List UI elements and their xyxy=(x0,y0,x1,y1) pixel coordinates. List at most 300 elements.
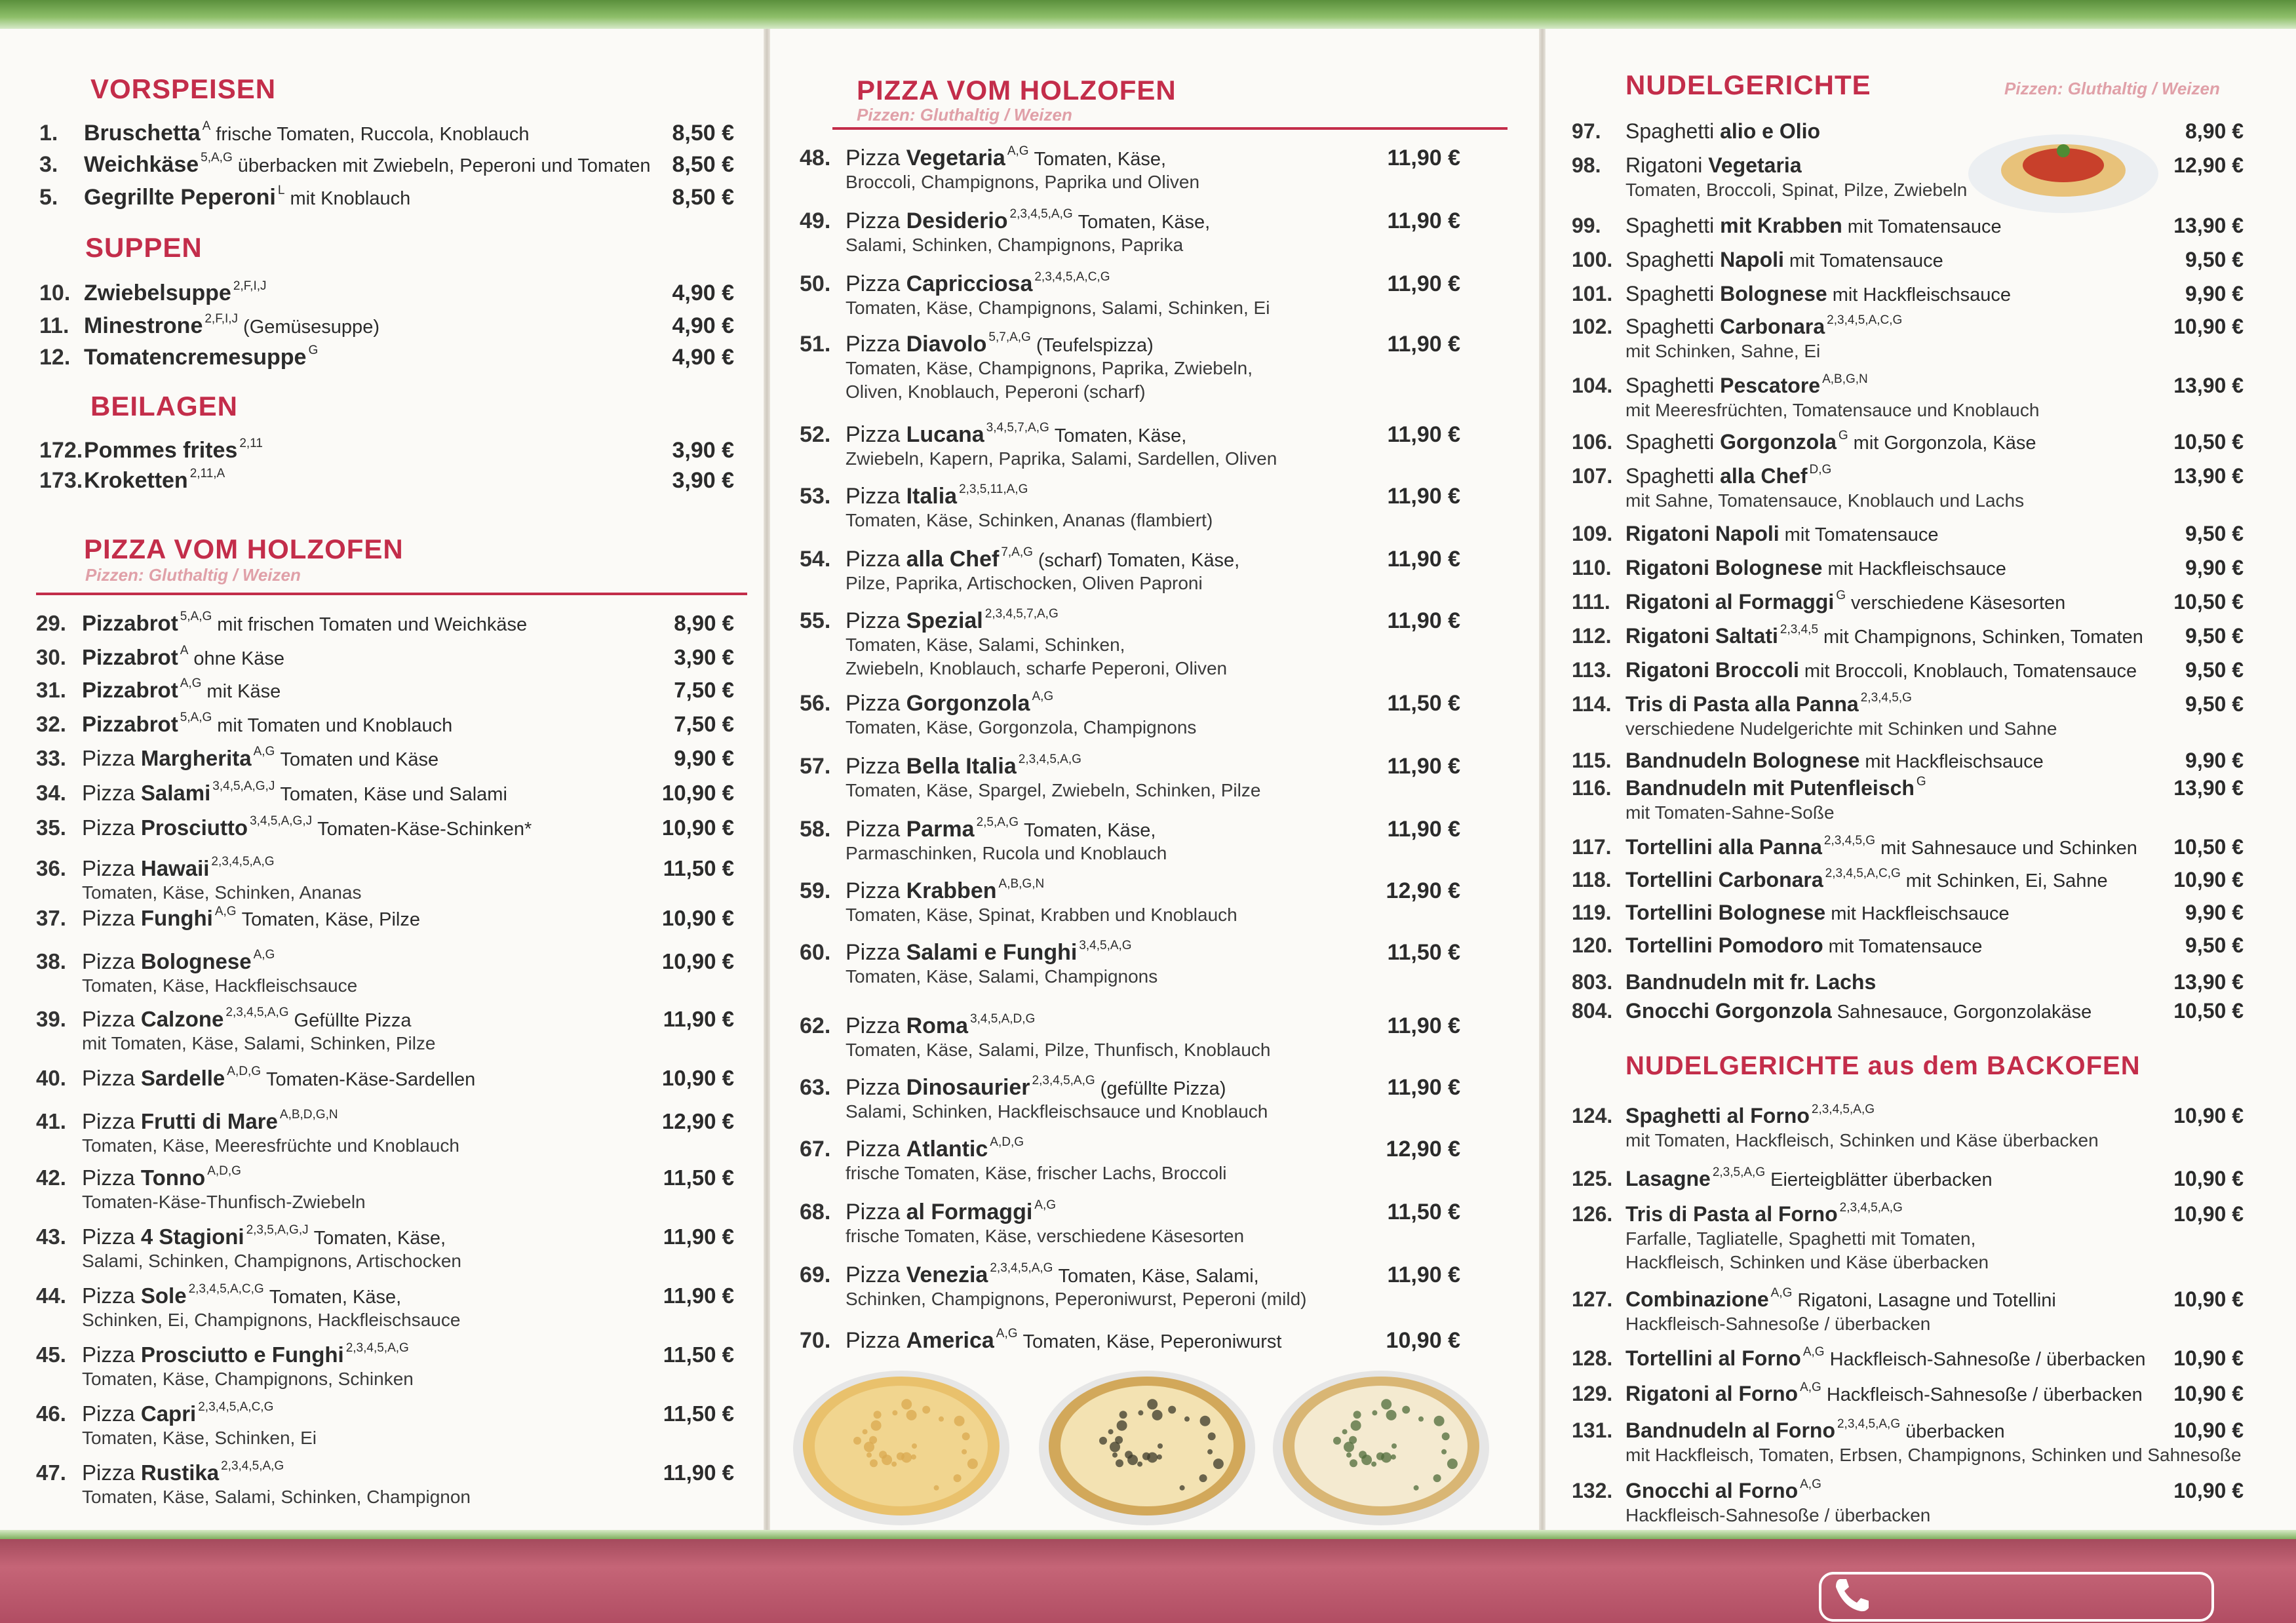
allergen-codes: G xyxy=(308,343,319,357)
allergen-codes: 2,3,4,5,A,G xyxy=(225,1006,289,1019)
item-price: 7,50 € xyxy=(674,678,734,702)
phone-icon xyxy=(1832,1576,1871,1613)
item-number: 128. xyxy=(1572,1346,1613,1370)
item-name: alla Chef xyxy=(1720,464,1808,488)
item-description: überbacken mit Zwiebeln, Peperoni und Tomaten xyxy=(237,155,651,176)
item-name: Calzone xyxy=(140,1007,224,1031)
allergen-codes: L xyxy=(277,184,285,197)
allergen-codes: 2,3,4,5,A,G xyxy=(1837,1417,1901,1431)
item-title xyxy=(1625,901,2010,925)
item-prefix: Spaghetti xyxy=(1625,315,1715,338)
item-title xyxy=(1625,214,2002,238)
allergen-codes: 2,3,4,5,A,C,G xyxy=(198,1400,274,1414)
item-price: 11,90 € xyxy=(1387,1075,1460,1100)
item-description: Tomaten, Käse, xyxy=(1034,149,1167,170)
item-detail: Farfalle, Tagliatelle, Spaghetti mit Tomaten, xyxy=(1625,1228,1976,1249)
item-price: 10,90 € xyxy=(2173,1104,2244,1127)
item-name: Rigatoni Broccoli xyxy=(1625,658,1799,682)
item-price: 13,90 € xyxy=(2173,214,2244,237)
item-detail: Tomaten, Käse, Champignons, Salami, Schinken, Ei xyxy=(846,298,1270,318)
item-prefix: Pizza xyxy=(82,906,135,930)
item-number: 98. xyxy=(1572,153,1601,177)
item-description: mit Gorgonzola, Käse xyxy=(1853,433,2036,454)
item-title xyxy=(82,1007,411,1032)
item-prefix: Pizza xyxy=(846,1137,901,1162)
item-description: Rigatoni, Lasagne und Totellini xyxy=(1797,1290,2056,1311)
section-rule xyxy=(36,593,747,595)
allergen-codes: 2,3,5,11,A,G xyxy=(959,482,1028,496)
item-title xyxy=(1625,1346,2146,1371)
item-prefix: Spaghetti xyxy=(1625,248,1715,271)
allergen-codes: A,G xyxy=(1007,144,1029,158)
section-subtitle: Pizzen: Gluthaltig / Weizen xyxy=(2004,79,2220,98)
item-title xyxy=(846,208,1210,234)
item-title xyxy=(1625,749,2044,773)
item-name: Spezial xyxy=(906,608,983,633)
item-prefix: Pizza xyxy=(82,1165,135,1190)
menu-column-left xyxy=(0,29,764,1530)
fold-divider xyxy=(764,29,770,1530)
item-name: Gorgonzola xyxy=(906,691,1030,716)
item-title xyxy=(846,1013,1035,1039)
item-prefix: Pizza xyxy=(846,1262,901,1287)
item-number: 43. xyxy=(36,1224,66,1249)
item-price: 11,90 € xyxy=(1387,146,1460,170)
item-description: Tomaten, Käse, xyxy=(269,1287,402,1308)
item-prefix: Spaghetti xyxy=(1625,214,1715,237)
pizza-photo xyxy=(1036,1366,1258,1530)
item-price: 8,50 € xyxy=(672,121,734,146)
item-price: 4,90 € xyxy=(672,345,734,370)
item-number: 127. xyxy=(1572,1287,1613,1311)
item-detail: Tomaten, Broccoli, Spinat, Pilze, Zwiebeln xyxy=(1625,180,1968,200)
item-name: Prosciutto e Funghi xyxy=(140,1342,344,1367)
item-description: (scharf) Tomaten, Käse, xyxy=(1038,550,1240,571)
allergen-codes: 5,A,G xyxy=(180,711,212,724)
allergen-codes: 2,3,4,5,A,G xyxy=(1032,1074,1095,1087)
item-number: 104. xyxy=(1572,374,1613,397)
item-prefix: Spaghetti xyxy=(1625,119,1715,143)
item-price: 10,90 € xyxy=(2173,868,2244,891)
item-description: (gefüllte Pizza) xyxy=(1100,1078,1226,1099)
item-detail: Tomaten, Käse, Meeresfrüchte und Knoblauch xyxy=(82,1135,459,1156)
item-price: 10,50 € xyxy=(2173,430,2244,454)
item-title xyxy=(846,422,1186,448)
item-description: mit Champignons, Schinken, Tomaten xyxy=(1823,627,2143,648)
allergen-codes: 3,4,5,7,A,G xyxy=(986,421,1049,435)
item-title xyxy=(1625,1104,1875,1128)
item-name: Bandnudeln mit fr. Lachs xyxy=(1625,970,1877,994)
item-price: 9,90 € xyxy=(2185,901,2244,924)
item-number: 63. xyxy=(800,1075,831,1100)
item-name: Gnocchi al Forno xyxy=(1625,1479,1799,1502)
item-name: Combinazione xyxy=(1625,1287,1769,1311)
item-price: 12,90 € xyxy=(661,1109,734,1133)
item-title xyxy=(1625,464,1831,488)
allergen-codes: 2,3,4,5,A,G xyxy=(211,855,275,869)
item-name: Tomatencremesuppe xyxy=(84,345,307,370)
item-price: 8,50 € xyxy=(672,152,734,177)
item-price: 9,90 € xyxy=(2185,556,2244,579)
item-price: 9,50 € xyxy=(2185,522,2244,545)
item-detail: mit Sahne, Tomatensauce, Knoblauch und Lachs xyxy=(1625,490,2025,511)
item-name: alio e Olio xyxy=(1720,119,1821,143)
item-detail: Oliven, Knoblauch, Peperoni (scharf) xyxy=(846,381,1146,402)
item-name: Salami xyxy=(140,781,211,805)
item-prefix: Pizza xyxy=(846,208,901,233)
item-description: frische Tomaten, Ruccola, Knoblauch xyxy=(216,124,530,145)
item-detail: Tomaten, Käse, Salami, Schinken, xyxy=(846,635,1125,655)
item-price: 11,50 € xyxy=(663,1342,734,1367)
item-detail: Zwiebeln, Kapern, Paprika, Salami, Sardellen, Oliven xyxy=(846,448,1277,469)
allergen-codes: 5,A,G xyxy=(180,610,212,623)
item-description: Hackfleisch-Sahnesoße / überbacken xyxy=(1829,1349,2146,1370)
allergen-codes: 2,F,I,J xyxy=(233,279,267,293)
item-title xyxy=(1625,153,1802,178)
item-price: 11,90 € xyxy=(1387,817,1460,842)
item-number: 100. xyxy=(1572,248,1613,271)
allergen-codes: A xyxy=(202,119,211,133)
item-prefix: Spaghetti xyxy=(1625,282,1715,305)
item-number: 1. xyxy=(39,121,58,146)
item-title xyxy=(1625,1479,1821,1503)
allergen-codes: A,G xyxy=(996,1327,1018,1340)
allergen-codes: G xyxy=(1838,429,1848,442)
item-name: Desiderio xyxy=(906,208,1008,233)
item-title xyxy=(84,345,318,370)
item-number: 114. xyxy=(1572,692,1612,716)
item-name: Roma xyxy=(906,1013,969,1038)
item-price: 9,50 € xyxy=(2185,933,2244,957)
item-title xyxy=(84,468,225,494)
item-prefix: Pizza xyxy=(846,422,901,447)
item-description: mit Käse xyxy=(206,681,281,702)
section-title: NUDELGERICHTE xyxy=(1625,69,1871,100)
item-title xyxy=(1625,315,1902,339)
item-detail: Parmaschinken, Rucola und Knoblauch xyxy=(846,843,1167,863)
item-name: Carbonara xyxy=(1720,315,1825,338)
item-title xyxy=(84,438,263,463)
item-number: 126. xyxy=(1572,1202,1613,1226)
item-title xyxy=(846,1262,1259,1288)
allergen-codes: A,G xyxy=(1034,1198,1057,1212)
allergen-codes: 2,3,4,5,7,A,G xyxy=(984,607,1059,621)
item-price: 10,90 € xyxy=(2173,1287,2244,1311)
item-prefix: Pizza xyxy=(82,1224,135,1249)
item-name: Sardelle xyxy=(140,1066,225,1090)
item-title xyxy=(1625,624,2143,648)
item-title xyxy=(846,878,1044,904)
item-prefix: Pizza xyxy=(846,1200,901,1224)
item-name: Tortellini Bolognese xyxy=(1625,901,1826,924)
item-title xyxy=(846,146,1166,171)
item-number: 5. xyxy=(39,185,58,210)
item-number: 101. xyxy=(1572,282,1613,305)
item-title xyxy=(1625,282,2011,306)
item-description: mit Tomatensauce xyxy=(1789,250,1943,271)
item-price: 13,90 € xyxy=(2173,776,2244,800)
allergen-codes: 2,3,4,5,A,C,G xyxy=(1034,270,1110,284)
item-title xyxy=(82,1460,284,1485)
item-detail: Tomaten, Käse, Schinken, Ei xyxy=(82,1428,317,1448)
pizza-photo xyxy=(1270,1366,1492,1530)
item-detail: mit Tomaten, Käse, Salami, Schinken, Pilze xyxy=(82,1033,436,1053)
allergen-codes: D,G xyxy=(1809,463,1832,477)
item-name: Capricciosa xyxy=(906,271,1033,296)
item-name: Kroketten xyxy=(84,468,188,493)
section-rule xyxy=(832,127,1508,130)
allergen-codes: A,G xyxy=(1802,1345,1825,1359)
item-detail: Schinken, Ei, Champignons, Hackfleischsauce xyxy=(82,1310,461,1330)
item-number: 47. xyxy=(36,1460,66,1485)
item-description: (Gemüsesuppe) xyxy=(243,317,379,338)
allergen-codes: 3,4,5,A,G xyxy=(1079,939,1132,952)
item-number: 10. xyxy=(39,281,71,305)
item-number: 34. xyxy=(36,781,66,805)
item-name: Bandnudeln Bolognese xyxy=(1625,749,1860,772)
item-description: Tomaten, Käse, xyxy=(1078,212,1211,233)
top-green-bar xyxy=(0,0,2296,29)
item-title xyxy=(82,906,420,931)
item-name: Margherita xyxy=(140,746,252,770)
item-prefix: Pizza xyxy=(82,1460,135,1485)
item-title xyxy=(1625,1418,2005,1443)
item-detail: Tomaten, Käse, Champignons, Paprika, Zwiebeln, xyxy=(846,358,1253,378)
allergen-codes: 2,3,4,5,A,C,G xyxy=(188,1282,264,1296)
item-number: 97. xyxy=(1572,119,1601,143)
item-name: Bolognese xyxy=(140,949,252,973)
allergen-codes: A,G xyxy=(1032,690,1054,703)
item-name: Tortellini al Forno xyxy=(1625,1346,1801,1370)
allergen-codes: 2,3,5,A,G,J xyxy=(246,1223,309,1237)
item-description: ohne Käse xyxy=(193,648,285,669)
item-price: 10,90 € xyxy=(661,781,734,805)
item-number: 36. xyxy=(36,856,66,880)
item-name: Napoli xyxy=(1720,248,1784,271)
item-number: 172. xyxy=(39,438,83,463)
item-price: 11,90 € xyxy=(1387,332,1460,357)
item-title xyxy=(1625,374,1868,398)
item-number: 32. xyxy=(36,712,66,736)
item-title xyxy=(1625,776,1926,800)
allergen-codes: 2,5,A,G xyxy=(976,815,1019,829)
item-description: Tomaten, Käse, Peperoniwurst xyxy=(1022,1331,1282,1352)
item-name: Krabben xyxy=(906,878,997,903)
item-name: Vegetaria xyxy=(906,146,1005,170)
item-number: 115. xyxy=(1572,749,1612,772)
item-title xyxy=(1625,590,2065,614)
item-detail: frische Tomaten, Käse, verschiedene Käsesorten xyxy=(846,1226,1245,1246)
item-detail: Tomaten, Käse, Salami, Champignons xyxy=(846,966,1158,987)
item-number: 40. xyxy=(36,1066,66,1090)
item-price: 11,90 € xyxy=(663,1460,734,1485)
item-number: 29. xyxy=(36,611,66,635)
item-detail: mit Tomaten, Hackfleisch, Schinken und Käse überbacken xyxy=(1625,1130,2099,1150)
item-number: 67. xyxy=(800,1137,831,1162)
allergen-codes: A xyxy=(180,644,189,657)
item-description: Tomaten, Käse, xyxy=(1054,425,1187,446)
item-detail: Tomaten, Käse, Gorgonzola, Champignons xyxy=(846,717,1197,737)
item-name: Minestrone xyxy=(84,313,203,338)
item-detail: Tomaten, Käse, Salami, Schinken, Champignon xyxy=(82,1487,471,1507)
item-prefix: Pizza xyxy=(82,949,135,973)
item-title xyxy=(846,1075,1226,1101)
item-name: Pizzabrot xyxy=(82,611,178,635)
item-price: 11,90 € xyxy=(1387,1013,1460,1038)
item-price: 11,90 € xyxy=(663,1283,734,1308)
item-prefix: Rigatoni xyxy=(1625,153,1703,177)
item-title xyxy=(82,1342,409,1367)
item-name: Prosciutto xyxy=(140,815,248,840)
item-price: 12,90 € xyxy=(1386,878,1460,903)
item-title xyxy=(1625,658,2137,682)
item-number: 803. xyxy=(1572,970,1613,994)
allergen-codes: A,B,G,N xyxy=(998,877,1045,891)
item-name: Zwiebelsuppe xyxy=(84,281,231,305)
item-name: Gnocchi Gorgonzola xyxy=(1625,999,1832,1023)
item-price: 9,50 € xyxy=(2185,692,2244,716)
item-title xyxy=(1625,1167,1993,1191)
item-title xyxy=(1625,430,2036,454)
item-price: 11,90 € xyxy=(663,1007,734,1031)
item-price: 4,90 € xyxy=(672,313,734,338)
item-number: 804. xyxy=(1572,999,1613,1023)
item-description: mit Schinken, Ei, Sahne xyxy=(1905,870,2108,891)
item-detail: mit Hackfleisch, Tomaten, Erbsen, Champignons, Schinken und Sahnesoße xyxy=(1625,1445,2242,1465)
item-name: Rigatoni Bolognese xyxy=(1625,556,1823,579)
item-title xyxy=(846,484,1028,509)
item-title xyxy=(84,281,267,306)
item-price: 10,90 € xyxy=(2173,1346,2244,1370)
item-name: Spaghetti al Forno xyxy=(1625,1104,1810,1127)
item-prefix: Pizza xyxy=(846,608,901,633)
item-description: mit Broccoli, Knoblauch, Tomatensauce xyxy=(1804,661,2137,682)
item-price: 9,90 € xyxy=(2185,749,2244,772)
item-title xyxy=(84,152,651,178)
item-number: 46. xyxy=(36,1401,66,1426)
item-title xyxy=(1625,692,1912,716)
item-description: Hackfleisch-Sahnesoße / überbacken xyxy=(1826,1384,2143,1405)
item-price: 10,50 € xyxy=(2173,590,2244,614)
item-name: Lucana xyxy=(906,422,984,447)
allergen-codes: 3,4,5,A,G,J xyxy=(212,779,275,793)
item-price: 10,90 € xyxy=(2173,1418,2244,1442)
item-price: 12,90 € xyxy=(1386,1137,1460,1162)
item-title xyxy=(82,1283,401,1308)
item-detail: Pilze, Paprika, Artischocken, Oliven Paproni xyxy=(846,573,1203,593)
item-price: 9,50 € xyxy=(2185,248,2244,271)
item-number: 58. xyxy=(800,817,831,842)
item-title xyxy=(846,691,1053,716)
item-prefix: Pizza xyxy=(846,1075,901,1100)
item-name: alla Chef xyxy=(906,547,1000,572)
item-prefix: Pizza xyxy=(846,1328,901,1353)
item-title xyxy=(84,313,379,339)
item-number: 35. xyxy=(36,815,66,840)
item-number: 60. xyxy=(800,940,831,965)
item-detail: Broccoli, Champignons, Paprika und Oliven xyxy=(846,172,1200,192)
item-number: 30. xyxy=(36,645,66,669)
item-price: 11,90 € xyxy=(1387,271,1460,296)
item-number: 106. xyxy=(1572,430,1613,454)
item-price: 13,90 € xyxy=(2173,970,2244,994)
item-number: 54. xyxy=(800,547,831,572)
allergen-codes: A,G xyxy=(253,948,275,962)
item-title xyxy=(846,940,1132,966)
item-prefix: Pizza xyxy=(82,1401,135,1426)
item-name: mit Krabben xyxy=(1720,214,1842,237)
item-number: 41. xyxy=(36,1109,66,1133)
item-prefix: Pizza xyxy=(82,1283,135,1308)
allergen-codes: 2,3,5,A,G xyxy=(1712,1165,1766,1179)
item-detail: Tomaten, Käse, Hackfleischsauce xyxy=(82,975,358,996)
item-price: 11,50 € xyxy=(1387,1200,1460,1224)
item-number: 124. xyxy=(1572,1104,1613,1127)
section-title: BEILAGEN xyxy=(90,391,239,421)
item-number: 33. xyxy=(36,746,66,770)
item-title xyxy=(1625,522,1938,546)
item-title xyxy=(82,712,452,737)
item-prefix: Pizza xyxy=(82,815,135,840)
item-title xyxy=(82,949,275,974)
item-price: 13,90 € xyxy=(2173,374,2244,397)
item-title xyxy=(1625,1202,1903,1226)
allergen-codes: A,B,D,G,N xyxy=(279,1108,338,1122)
item-title xyxy=(82,645,284,670)
item-price: 10,90 € xyxy=(2173,1167,2244,1190)
section-title: SUPPEN xyxy=(85,232,203,263)
item-prefix: Spaghetti xyxy=(1625,374,1715,397)
item-name: Pescatore xyxy=(1720,374,1821,397)
allergen-codes: 3,4,5,A,D,G xyxy=(970,1012,1036,1026)
allergen-codes: A,D,G xyxy=(227,1065,262,1078)
item-title xyxy=(82,1224,446,1249)
menu-column-middle xyxy=(770,29,1539,1530)
item-detail: mit Tomaten-Sahne-Soße xyxy=(1625,802,1835,823)
item-price: 11,90 € xyxy=(1387,547,1460,572)
allergen-codes: 2,11 xyxy=(239,437,263,450)
item-title xyxy=(846,271,1110,297)
item-price: 10,90 € xyxy=(2173,315,2244,338)
item-title xyxy=(84,185,410,210)
item-name: Tortellini Carbonara xyxy=(1625,868,1823,891)
item-title xyxy=(84,121,530,146)
item-detail: Tomaten, Käse, Schinken, Ananas xyxy=(82,882,362,903)
item-name: Italia xyxy=(906,484,958,509)
section-title: NUDELGERICHTE aus dem BACKOFEN xyxy=(1625,1051,2141,1080)
item-number: 39. xyxy=(36,1007,66,1031)
allergen-codes: G xyxy=(1916,775,1926,789)
item-prefix: Pizza xyxy=(82,1109,135,1133)
item-price: 3,90 € xyxy=(672,468,734,493)
item-detail: Salami, Schinken, Champignons, Paprika xyxy=(846,235,1184,255)
allergen-codes: 2,3,4,5,A,G xyxy=(1839,1201,1903,1215)
allergen-codes: A,G xyxy=(1800,1477,1821,1491)
item-prefix: Pizza xyxy=(82,781,135,805)
item-description: Tomaten und Käse xyxy=(280,749,439,770)
item-name: Sole xyxy=(140,1283,187,1308)
allergen-codes: 5,7,A,G xyxy=(988,330,1031,344)
item-description: mit Tomatensauce xyxy=(1847,216,2002,237)
item-number: 125. xyxy=(1572,1167,1613,1190)
item-detail: Salami, Schinken, Hackfleischsauce und Knoblauch xyxy=(846,1101,1268,1122)
section-subtitle: Pizzen: Gluthaltig / Weizen xyxy=(85,565,301,585)
allergen-codes: 2,3,4,5 xyxy=(1780,623,1819,636)
item-title xyxy=(82,856,275,881)
item-price: 9,90 € xyxy=(2185,282,2244,305)
item-name: Funghi xyxy=(140,906,213,930)
item-title xyxy=(1625,556,2006,580)
